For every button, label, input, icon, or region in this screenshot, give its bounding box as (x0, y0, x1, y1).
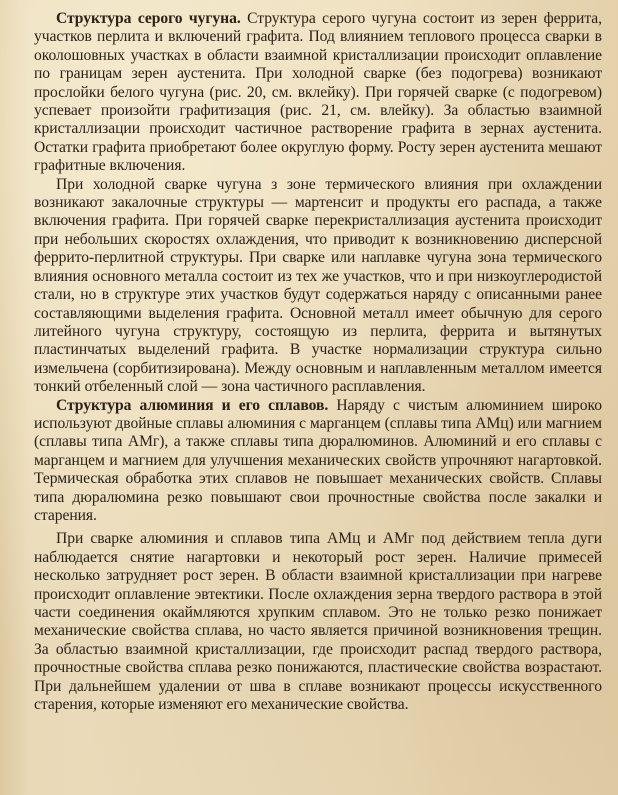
paragraph-text: При сварке алюминия и сплавов типа АМц и АМг под действием тепла дуги наблюдается снятие нагартовки и некоторый рост зерен. Наличие примесей несколько затрудняет рост зерен. В области взаимной кристаллизации при нагреве происходит оплавление эвтектики. После охлаждения зерна твердого раствора в этой части соединения окаймляются хрупким сплавом. Это не только резко понижает механические свойства сплава, но часто является причиной возникновения трещин. За областью взаимной кристаллизации, где происходит распад твердого раствора, прочностные свойства сплава резко понижаются, пластические свойства возрастают. При дальнейшем удалении от шва в сплаве возникают процессы искусственного старения, которые изменяют его механические свойства. (34, 530, 602, 714)
paragraph-aluminum-structure (34, 397, 602, 526)
paragraph-text: При холодной сварке чугуна з зоне термического влияния при охлаждении возникают закалочные структуры — мартенсит и продукты его распада, а также включения графита. При горячей сварке перекристаллизация аустенита происходит при небольших скоростях охлаждения, что приводит к возникновению дисперсной феррито-перлитной структуры. При сварке или наплавке чугуна зона термического влияния основного металла состоит из тех же участков, что и при низкоуглеродистой стали, но в структуре этих участков будут содержаться наряду с описанными ранее составляющими выделения графита. Основной металл имеет обычную для серого литейного чугуна структуру, состоящую из перлита, феррита и вытянутых пластинчатых выделений графита. В участке нормализации структура сильно измельчена (сорбитизирована). Между основным и наплавленным металлом имеется тонкий отбеленный слой — зона частичного расплавления. (34, 175, 602, 396)
paragraph-text: Наряду с чистым алюминием широко используют двойные сплавы алюминия с марганцем (сплавы типа АМц) или магнием (сплавы типа АМг), а также сплавы типа дюралюминов. Алюминий и его сплавы с марганцем и магнием для улучшения механических свойств упрочняют нагартовкой. Термическая обработка этих сплавов не повышает механических свойств. Сплавы типа дюралюмина резко повышают свои прочностные свойства после закалки и старения. (34, 396, 603, 524)
paragraph-text: Структура серого чугуна состоит из зерен феррита, участков перлита и включений графита. Под влиянием теплового процесса сварки в околошовных участках в области взаимной кристаллизации происходит оплавление по границам зерен аустенита. При холодной сварке (без подогрева) возникают прослойки белого чугуна (рис. 20, см. вклейку). При горячей сварке (с подогревом) успевает произойти графитизация (рис. 21, см. влейку). За областью взаимной кристаллизации происходит частичное растворение графита в зернах аустенита. Остатки графита приобретают более округлую форму. Росту зерен аустенита мешают графитные включения. (34, 10, 602, 175)
section-heading-aluminum-alloys: Структура алюминия и его сплавов. (56, 396, 329, 414)
paragraph-gray-cast-iron-structure (34, 10, 602, 176)
section-heading-gray-cast-iron: Структура серого чугуна. (56, 10, 241, 27)
paragraph-aluminum-welding (34, 530, 602, 714)
paragraph-cold-hot-welding-cast-iron (34, 176, 602, 397)
